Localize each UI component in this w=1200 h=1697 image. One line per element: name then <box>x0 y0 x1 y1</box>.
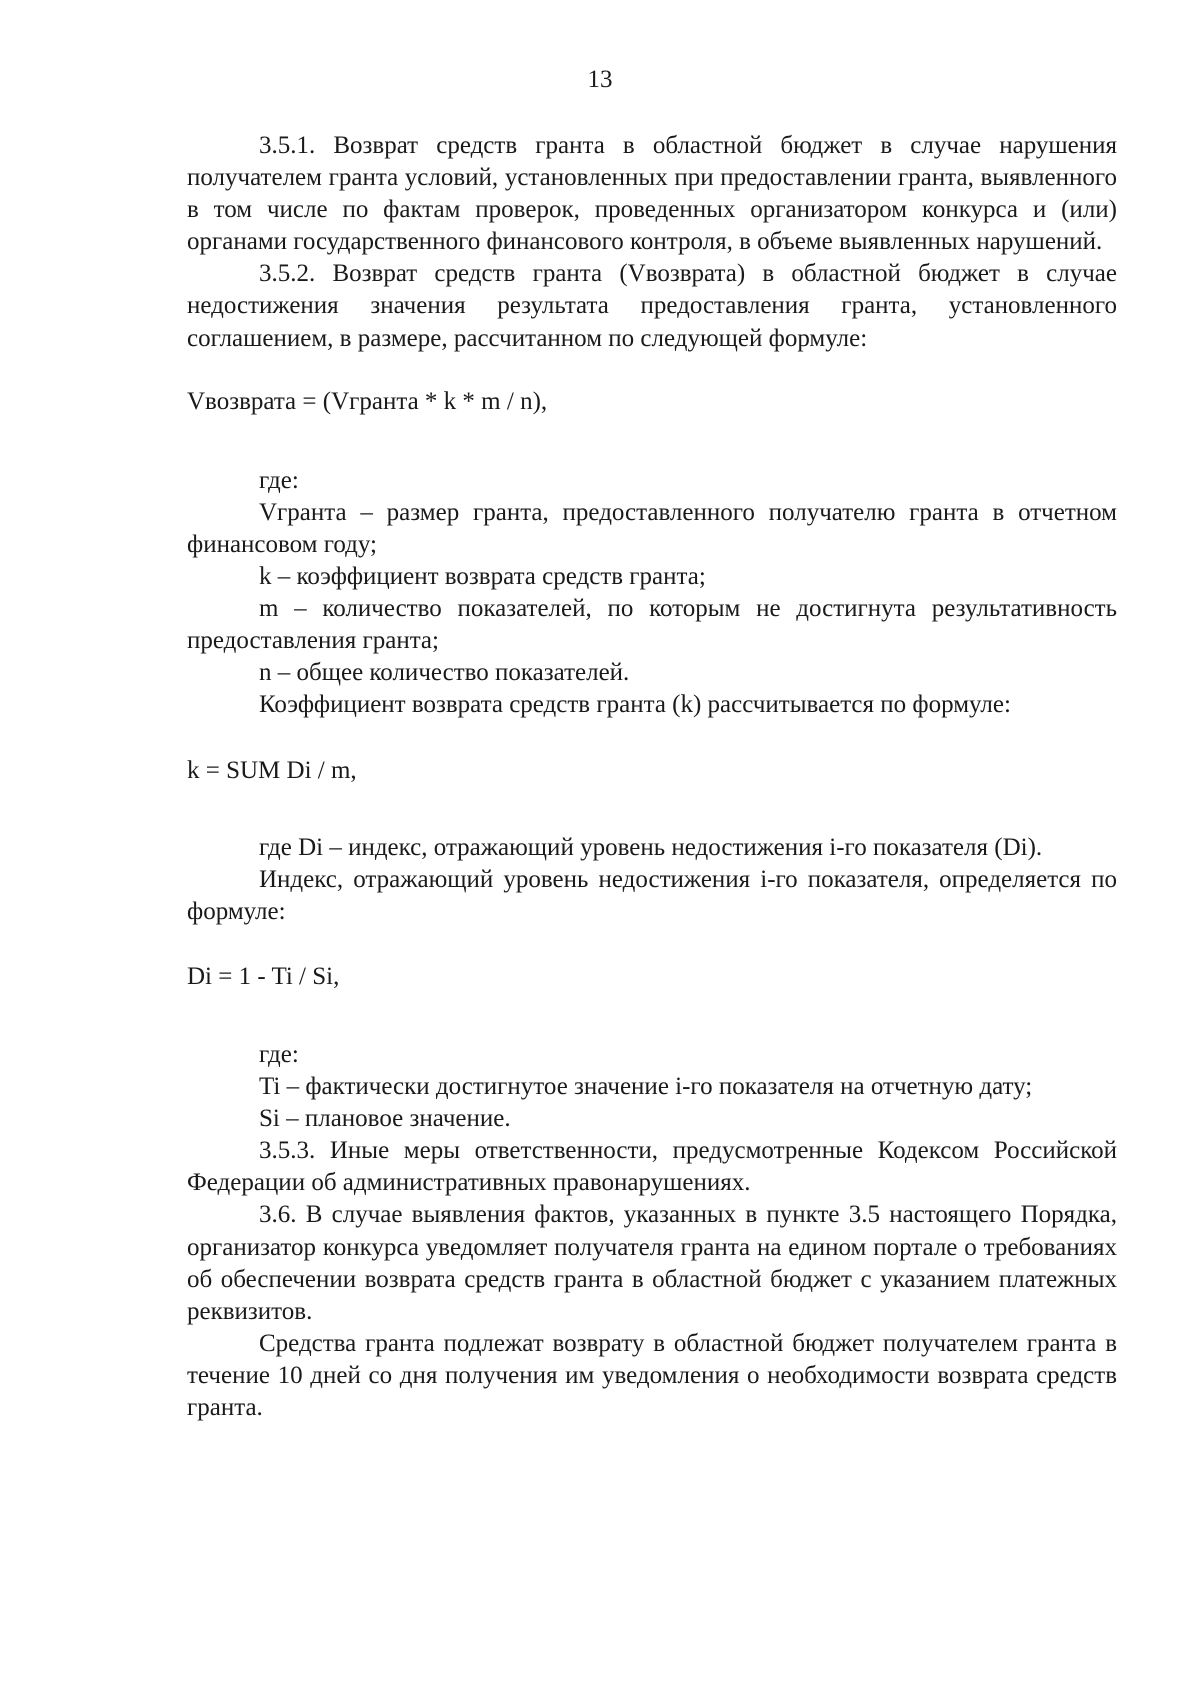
definition-m: m – количество показателей, по которым не достигнута результативность предоставления гранта; <box>187 595 1117 655</box>
definition-n: n – общее количество показателей. <box>259 659 630 687</box>
where-label-1: где: <box>259 466 299 494</box>
coefficient-intro: Коэффициент возврата средств гранта (k) рассчитывается по формуле: <box>259 691 1011 719</box>
definition-v-granta: Vгранта – размер гранта, предоставленного получателю гранта в отчетном финансовом году; <box>187 498 1117 558</box>
where-label-2: где: <box>259 1040 299 1068</box>
paragraph-return-terms: Средства гранта подлежат возврату в областной бюджет получателем гранта в течение 10 дней со дня получения им уведомления о необходимости возврата средств гранта. <box>187 1329 1117 1421</box>
index-intro: Индекс, отражающий уровень недостижения i-го показателя, определяется по формуле: <box>187 865 1117 925</box>
definition-di: где Di – индекс, отражающий уровень недостижения i-го показателя (Di). <box>259 833 1043 861</box>
paragraph-3-5-2: 3.5.2. Возврат средств гранта (Vвозврата) в областной бюджет в случае недостижения значения результата предоставления гранта, установленного соглашением, в размере, рассчитанном по следующей формуле: <box>187 260 1117 352</box>
paragraph-3-5-1: 3.5.1. Возврат средств гранта в областной бюджет в случае нарушения получателем гранта условий, установленных при предоставлении гранта, выявленного в том числе по фактам проверок, проведенных организатором конкурса и (или) органами государственного финансового контроля, в объеме выявленных нарушений. <box>187 132 1117 256</box>
definition-ti: Ti – фактически достигнутое значение i-го показателя на отчетную дату; <box>259 1073 1033 1101</box>
formula-k: k = SUM Di / m, <box>187 756 357 784</box>
paragraph-3-6: 3.6. В случае выявления фактов, указанных в пункте 3.5 настоящего Порядка, организатор конкурса уведомляет получателя гранта на едином портале о требованиях об обеспечении возврата средств гранта в областной бюджет с указанием платежных реквизитов. <box>187 1201 1117 1325</box>
document-body <box>187 130 1117 1424</box>
paragraph-3-5-3: 3.5.3. Иные меры ответственности, предусмотренные Кодексом Российской Федерации об административных правонарушениях. <box>187 1137 1117 1197</box>
page-number: 13 <box>587 66 613 93</box>
definition-k: k – коэффициент возврата средств гранта; <box>259 563 706 591</box>
definition-si: Si – плановое значение. <box>259 1105 511 1133</box>
formula-di: Di = 1 - Ti / Si, <box>187 962 340 990</box>
formula-v-vozvrata: Vвозврата = (Vгранта * k * m / n), <box>187 387 548 415</box>
